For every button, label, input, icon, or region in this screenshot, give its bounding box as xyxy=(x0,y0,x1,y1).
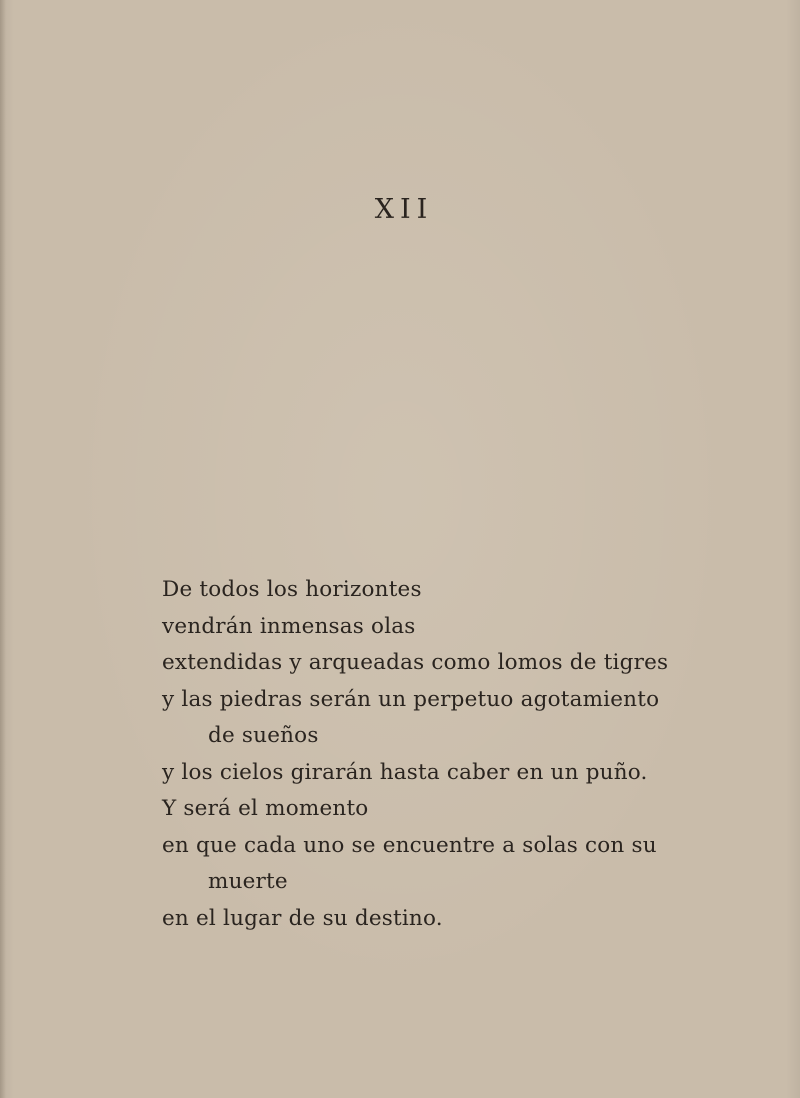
section-number: XII xyxy=(374,194,434,225)
poem-line: vendrán inmensas olas xyxy=(162,613,416,639)
poem-line: en el lugar de su destino. xyxy=(162,905,443,931)
poem-line-continuation: muerte xyxy=(208,869,288,894)
poem-line-continuation: de sueños xyxy=(208,723,319,748)
poem xyxy=(162,572,669,937)
poem-line: Y será el momento xyxy=(162,796,369,821)
poem-line: De todos los horizontes xyxy=(162,577,422,602)
poem-line: en que cada uno se encuentre a solas con su xyxy=(162,832,657,858)
poem-line: y las piedras serán un perpetuo agotamiento xyxy=(162,686,660,712)
poem-line: extendidas y arqueadas como lomos de tigres xyxy=(162,650,669,675)
page-edge-shadow xyxy=(0,0,6,1098)
poem-line: y los cielos girarán hasta caber en un puño. xyxy=(162,759,648,785)
